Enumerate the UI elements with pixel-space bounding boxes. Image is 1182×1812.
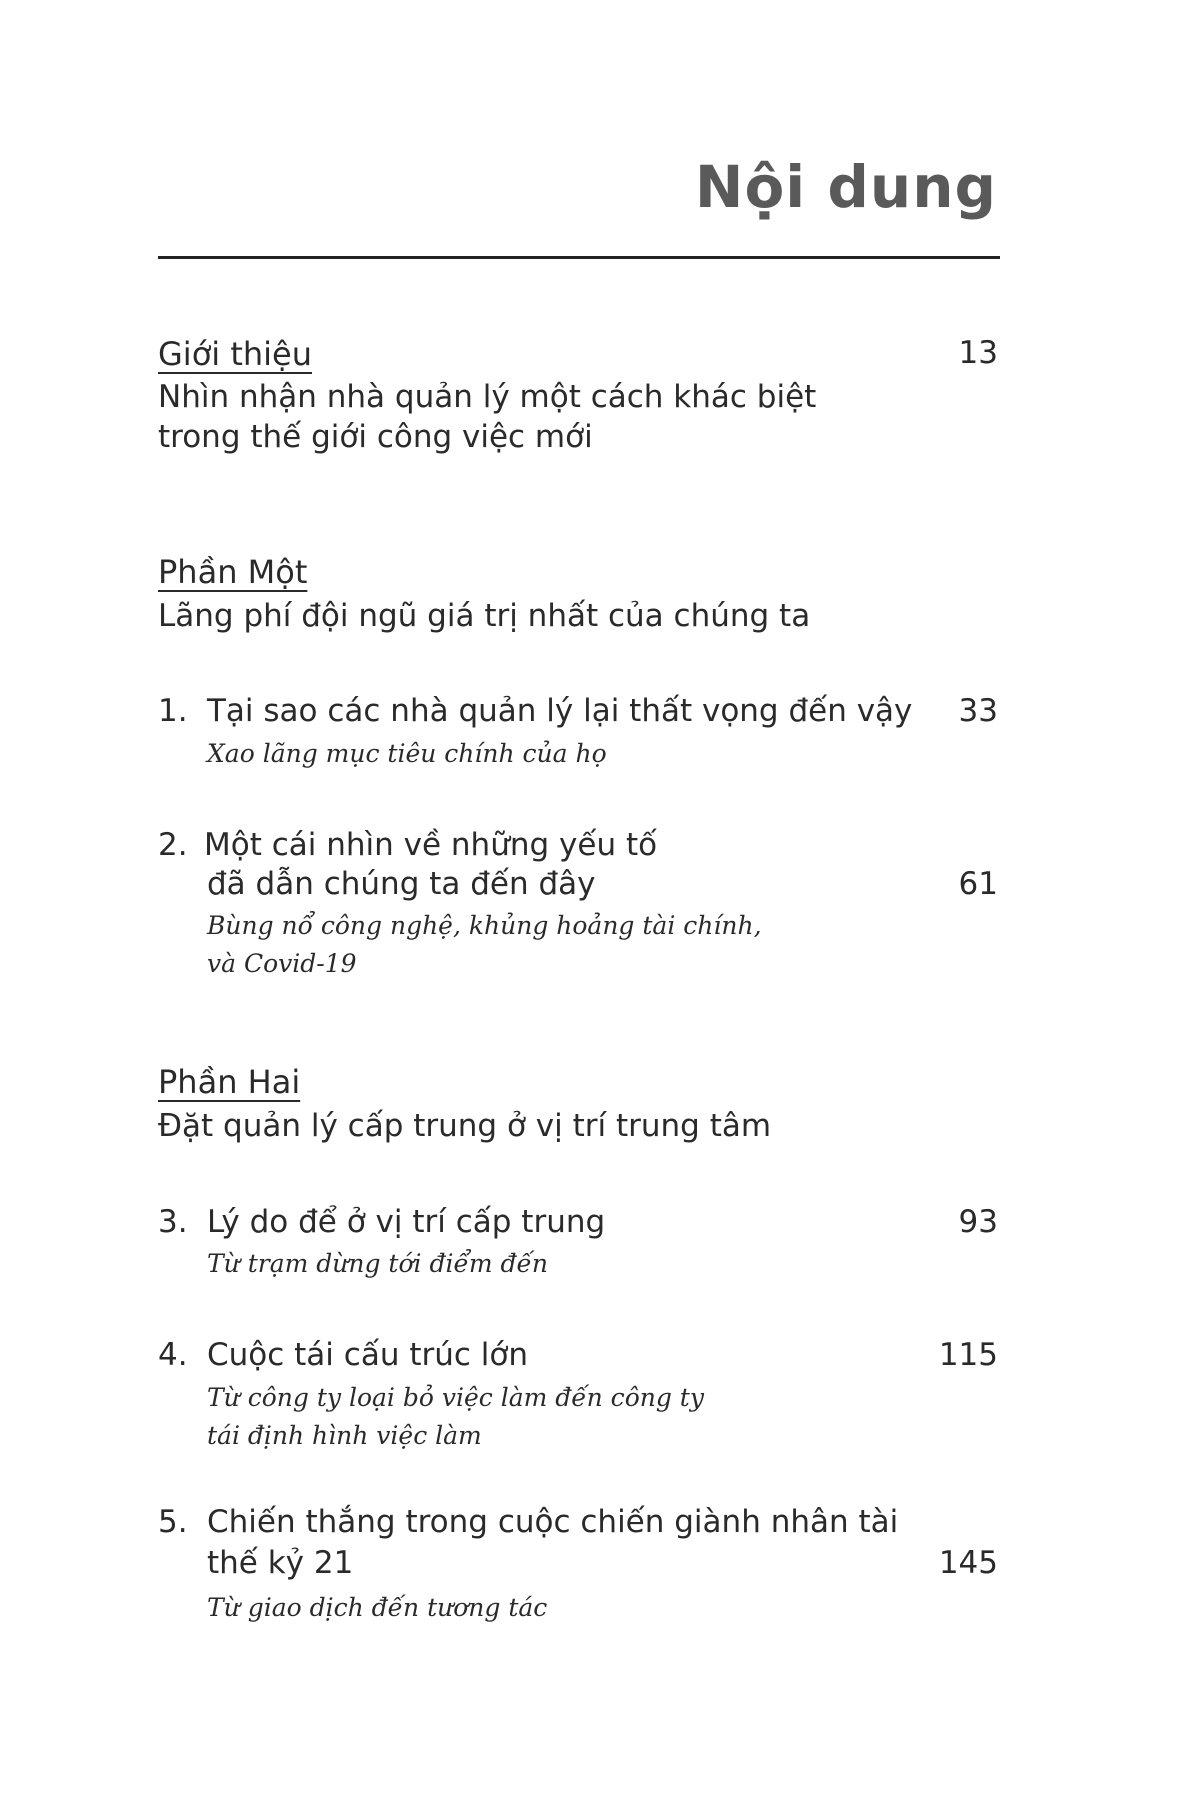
- chapter-subtitle: Từ trạm dừng tới điểm đến: [207, 1249, 548, 1278]
- chapter-title[interactable]: Chiến thắng trong cuộc chiến giành nhân tài: [207, 1504, 899, 1540]
- part-subtitle: Lãng phí đội ngũ giá trị nhất của chúng ta: [158, 598, 811, 634]
- chapter-title[interactable]: Một cái nhìn về những yếu tố: [204, 827, 658, 863]
- chapter-title[interactable]: Tại sao các nhà quản lý lại thất vọng đến vậy: [207, 693, 913, 729]
- chapter-subtitle: Xao lãng mục tiêu chính của họ: [207, 739, 607, 768]
- chapter-number: 1.: [158, 693, 188, 729]
- chapter-page-number: 93: [958, 1204, 998, 1240]
- chapter-number: 5.: [158, 1504, 188, 1540]
- intro-subtitle-line: trong thế giới công việc mới: [158, 419, 593, 455]
- chapter-page-number: 61: [958, 866, 998, 902]
- intro-subtitle-line: Nhìn nhận nhà quản lý một cách khác biệt: [158, 379, 817, 415]
- part-heading[interactable]: Phần Hai: [158, 1063, 301, 1101]
- part-subtitle: Đặt quản lý cấp trung ở vị trí trung tâm: [158, 1108, 772, 1144]
- chapter-number: 3.: [158, 1204, 188, 1240]
- page-title: Nội dung: [694, 153, 997, 221]
- intro-heading[interactable]: Giới thiệu: [158, 335, 313, 373]
- chapter-number: 4.: [158, 1337, 188, 1373]
- chapter-number: 2.: [158, 827, 188, 863]
- chapter-subtitle: tái định hình việc làm: [207, 1421, 482, 1450]
- chapter-title[interactable]: Lý do để ở vị trí cấp trung: [207, 1204, 606, 1240]
- chapter-subtitle: và Covid-19: [207, 949, 357, 978]
- title-divider: [158, 256, 1000, 259]
- chapter-subtitle: Bùng nổ công nghệ, khủng hoảng tài chính,: [207, 911, 762, 940]
- chapter-title-continued[interactable]: thế kỷ 21: [207, 1545, 354, 1581]
- chapter-subtitle: Từ công ty loại bỏ việc làm đến công ty: [207, 1383, 704, 1412]
- chapter-title[interactable]: Cuộc tái cấu trúc lớn: [207, 1337, 528, 1373]
- chapter-subtitle: Từ giao dịch đến tương tác: [207, 1593, 548, 1622]
- chapter-page-number: 115: [938, 1337, 998, 1373]
- part-heading[interactable]: Phần Một: [158, 553, 308, 591]
- chapter-page-number: 33: [958, 693, 998, 729]
- chapter-title-continued[interactable]: đã dẫn chúng ta đến đây: [207, 866, 596, 902]
- chapter-page-number: 145: [938, 1545, 998, 1581]
- intro-page-number: 13: [958, 335, 998, 371]
